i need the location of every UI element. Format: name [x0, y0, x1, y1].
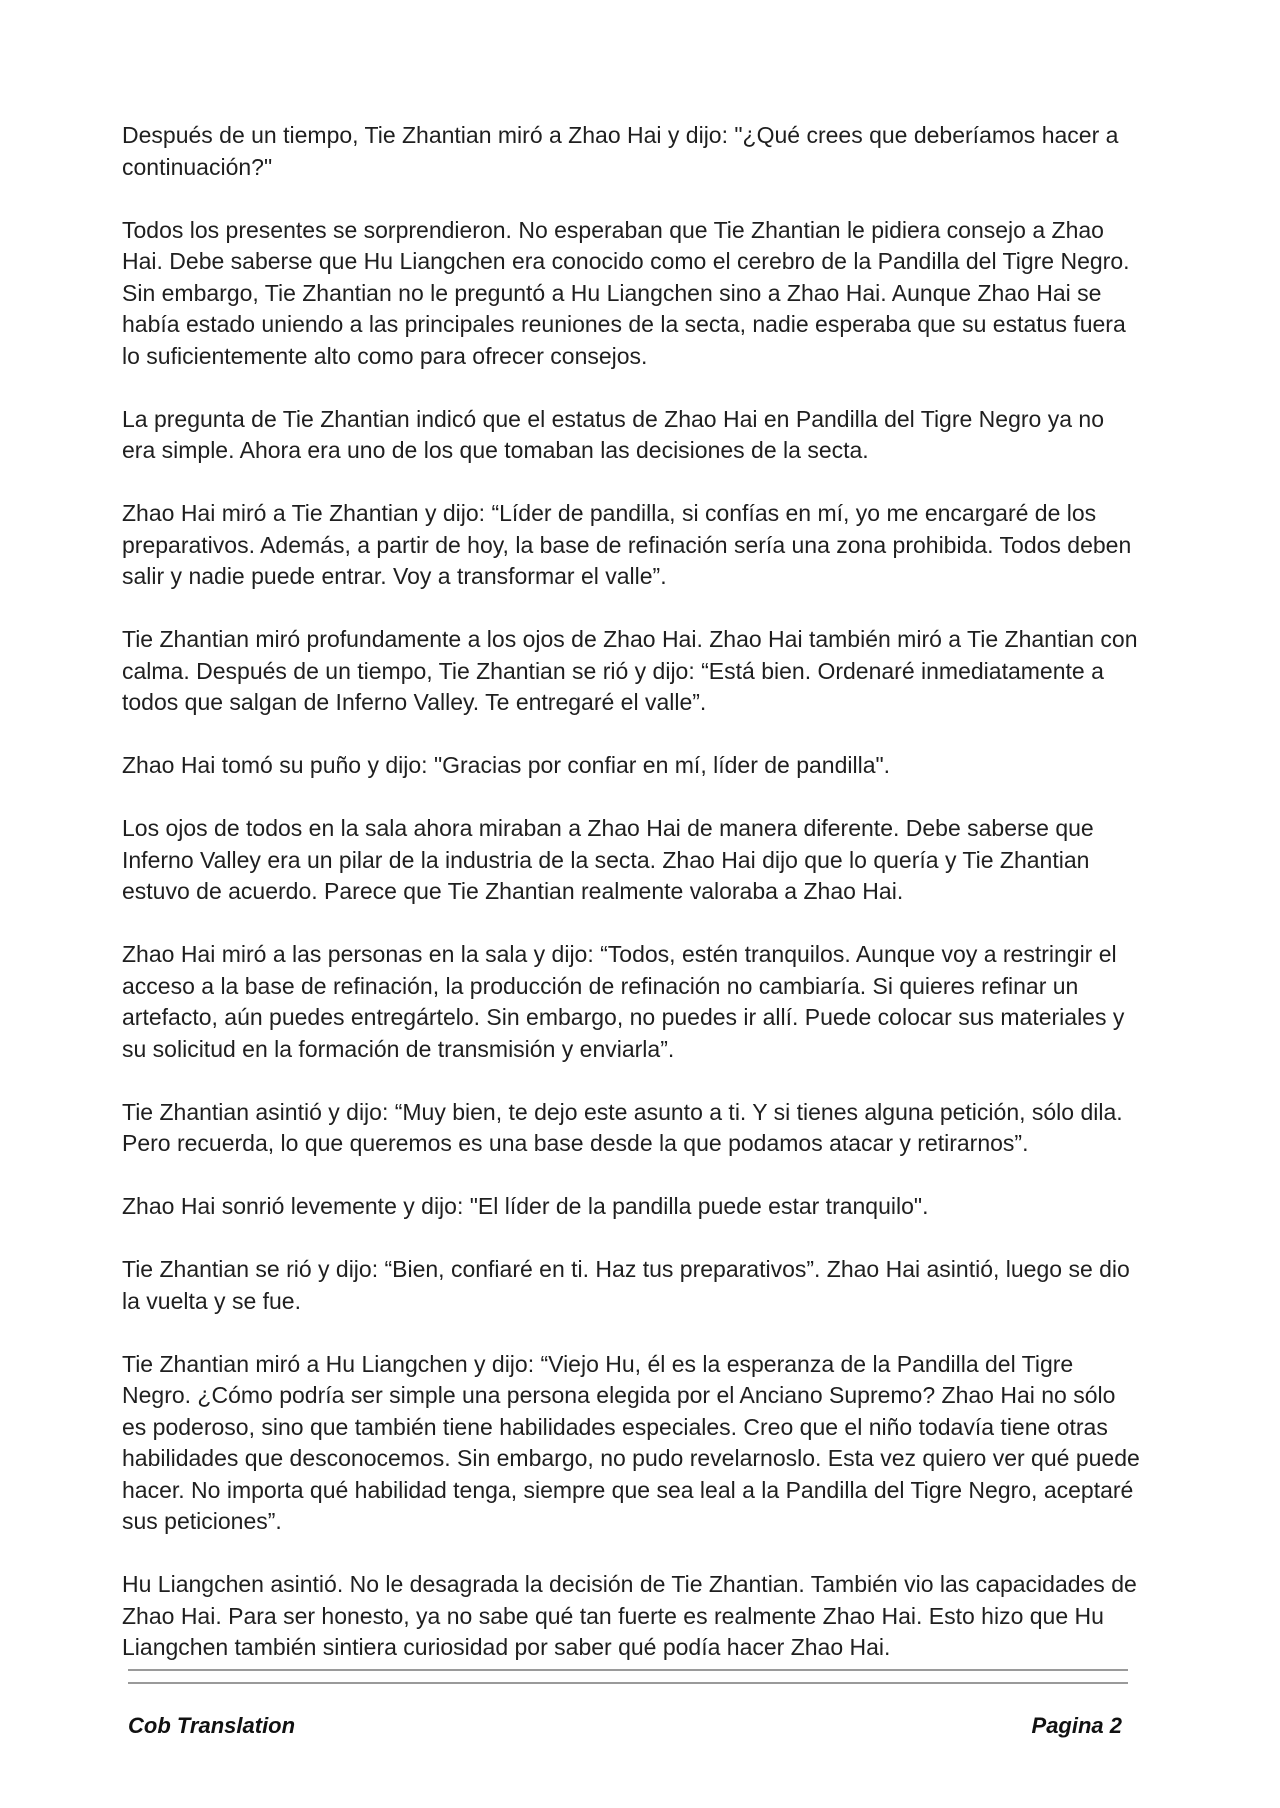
- paragraph: Los ojos de todos en la sala ahora miraban a Zhao Hai de manera diferente. Debe saberse que Inferno Valley era un pilar de la industria de la secta. Zhao Hai dijo que lo quería y Tie Zhantian estuvo de acuerdo. Parece que Tie Zhantian realmente valoraba a Zhao Hai.: [122, 815, 1094, 904]
- paragraph: Tie Zhantian miró a Hu Liangchen y dijo: “Viejo Hu, él es la esperanza de la Pandilla del Tigre Negro. ¿Cómo podría ser simple una persona elegida por el Anciano Supremo? Zhao Hai no sólo es poderoso, sino que también tiene habilidades especiales. Creo que el niño todavía tiene otras habilidades que desconocemos. Sin embargo, no pudo revelarnoslo. Esta vez quiero ver qué puede hacer. No importa qué habilidad tenga, siempre que sea leal a la Pandilla del Tigre Negro, aceptaré sus peticiones”.: [122, 1350, 1140, 1534]
- paragraph: Todos los presentes se sorprendieron. No esperaban que Tie Zhantian le pidiera consejo a Zhao Hai. Debe saberse que Hu Liangchen era conocido como el cerebro de la Pandilla del Tigre Negro. Sin embargo, Tie Zhantian no le preguntó a Hu Liangchen sino a Zhao Hai. Aunque Zhao Hai se había estado uniendo a las principales reuniones de la secta, nadie esperaba que su estatus fuera lo suficientemente alto como para ofrecer consejos.: [122, 216, 1130, 369]
- paragraph: Tie Zhantian se rió y dijo: “Bien, confiaré en ti. Haz tus preparativos”. Zhao Hai asintió, luego se dio la vuelta y se fue.: [122, 1256, 1130, 1314]
- paragraph: Zhao Hai sonrió levemente y dijo: "El líder de la pandilla puede estar tranquilo".: [122, 1193, 929, 1219]
- paragraph: La pregunta de Tie Zhantian indicó que el estatus de Zhao Hai en Pandilla del Tigre Negro ya no era simple. Ahora era uno de los que tomaban las decisiones de la secta.: [122, 405, 1104, 463]
- paragraph: Zhao Hai miró a Tie Zhantian y dijo: “Líder de pandilla, si confías en mí, yo me encargaré de los preparativos. Además, a partir de hoy, la base de refinación sería una zona prohibida. Todos deben salir y nadie puede entrar. Voy a transformar el valle”.: [122, 500, 1132, 589]
- paragraph: Tie Zhantian miró profundamente a los ojos de Zhao Hai. Zhao Hai también miró a Tie Zhantian con calma. Después de un tiempo, Tie Zhantian se rió y dijo: “Está bien. Ordenaré inmediatamente a todos que salgan de Inferno Valley. Te entregaré el valle”.: [122, 626, 1138, 715]
- footer-divider-bottom: [128, 1682, 1128, 1684]
- page-number: Pagina 2: [1031, 1713, 1122, 1738]
- footer-credit: Cob Translation: [128, 1713, 296, 1738]
- document-body: [122, 120, 1142, 1695]
- footer-divider-top: [128, 1669, 1128, 1671]
- paragraph: Tie Zhantian asintió y dijo: “Muy bien, te dejo este asunto a ti. Y si tienes alguna petición, sólo dila. Pero recuerda, lo que queremos es una base desde la que podamos atacar y retirarnos”.: [122, 1098, 1123, 1156]
- paragraph: Después de un tiempo, Tie Zhantian miró a Zhao Hai y dijo: "¿Qué crees que deberíamos hacer a continuación?": [122, 122, 1119, 180]
- paragraph: Hu Liangchen asintió. No le desagrada la decisión de Tie Zhantian. También vio las capacidades de Zhao Hai. Para ser honesto, ya no sabe qué tan fuerte es realmente Zhao Hai. Esto hizo que Hu Liangchen también sintiera curiosidad por saber qué podía hacer Zhao Hai.: [122, 1571, 1137, 1660]
- paragraph: Zhao Hai miró a las personas en la sala y dijo: “Todos, estén tranquilos. Aunque voy a restringir el acceso a la base de refinación, la producción de refinación no cambiaría. Si quieres refinar un artefacto, aún puedes entregártelo. Sin embargo, no puedes ir allí. Puede colocar sus materiales y su solicitud en la formación de transmisión y enviarla”.: [122, 941, 1125, 1062]
- paragraph: Zhao Hai tomó su puño y dijo: "Gracias por confiar en mí, líder de pandilla".: [122, 752, 891, 778]
